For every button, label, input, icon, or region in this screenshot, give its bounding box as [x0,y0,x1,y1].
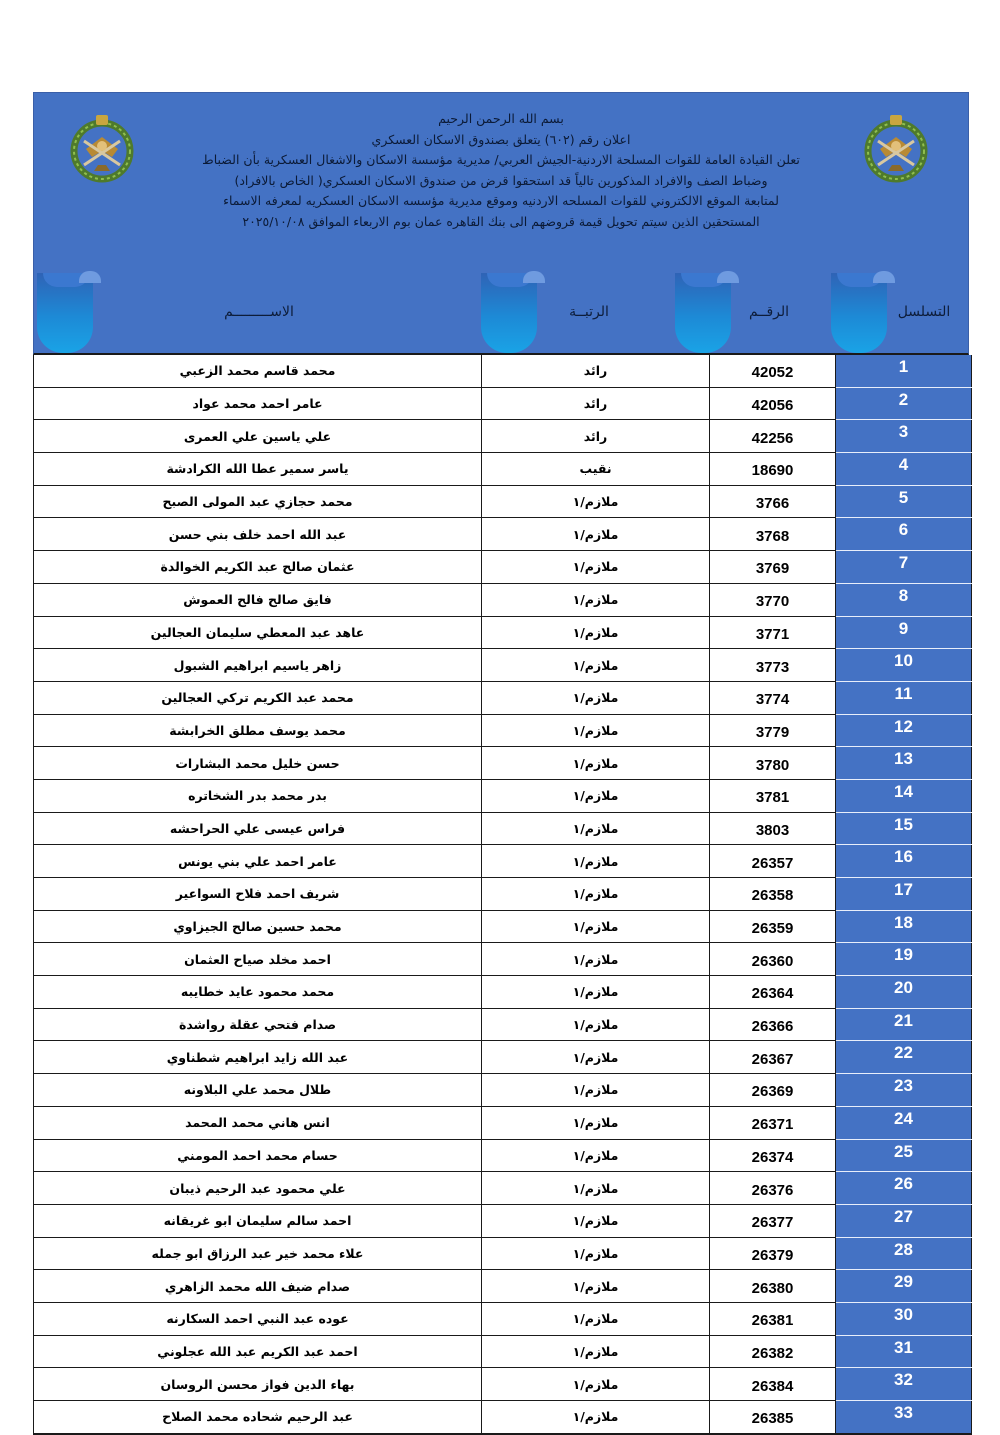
rank-cell: ملازم/١ [482,518,710,551]
name-cell: محمد عبد الكريم تركي العجالين [34,681,482,714]
column-header-band [33,276,969,355]
serial-cell: 31 [836,1335,972,1368]
rank-cell: ملازم/١ [482,1106,710,1139]
rank-cell: ملازم/١ [482,1204,710,1237]
table-row [34,616,972,649]
name-cell: عبد الله احمد خلف بني حسن [34,518,482,551]
name-cell: بدر محمد بدر الشخاتره [34,779,482,812]
table-row [34,649,972,682]
name-cell: فايق صالح فالح العموش [34,583,482,616]
announcement-line: اعلان رقم (٦٠٢) يتعلق بصندوق الاسكان العسكري [371,131,631,147]
serial-cell: 9 [836,616,972,649]
serial-cell: 19 [836,943,972,976]
rank-cell: ملازم/١ [482,1401,710,1434]
military-number-cell: 26371 [710,1106,836,1139]
name-cell: عامر احمد علي بني يونس [34,845,482,878]
military-number-cell: 3766 [710,485,836,518]
military-number-cell: 26369 [710,1074,836,1107]
table-row [34,779,972,812]
serial-cell: 23 [836,1074,972,1107]
serial-cell: 27 [836,1204,972,1237]
military-number-cell: 3768 [710,518,836,551]
rank-cell: ملازم/١ [482,943,710,976]
name-cell: محمد حسين صالح الجيزاوي [34,910,482,943]
serial-cell: 17 [836,878,972,911]
table-row [34,355,972,387]
column-header-rank: الرتبــة [569,304,609,320]
table-row [34,1368,972,1401]
serial-cell: 13 [836,747,972,780]
name-cell: بهاء الدين فواز محسن الروسان [34,1368,482,1401]
announcement-document [33,92,969,1435]
rank-cell: ملازم/١ [482,1139,710,1172]
rank-cell: ملازم/١ [482,878,710,911]
name-cell: علي محمود عبد الرحيم ذيبان [34,1172,482,1205]
table-row [34,387,972,420]
rank-cell: ملازم/١ [482,1335,710,1368]
serial-cell: 24 [836,1106,972,1139]
column-header-name: الاســـــــــم [224,304,294,320]
military-number-cell: 3780 [710,747,836,780]
rank-cell: ملازم/١ [482,485,710,518]
table-row [34,878,972,911]
military-number-cell: 42056 [710,387,836,420]
rank-cell: ملازم/١ [482,1172,710,1205]
rank-cell: ملازم/١ [482,976,710,1009]
announcement-text [144,109,858,232]
name-cell: انس هاني محمد المحمد [34,1106,482,1139]
military-number-cell: 26357 [710,845,836,878]
table-row [34,681,972,714]
military-number-cell: 26374 [710,1139,836,1172]
table-row [34,551,972,584]
table-row [34,976,972,1009]
table-row [34,812,972,845]
military-number-cell: 26385 [710,1401,836,1434]
name-cell: علاء محمد خير عبد الرزاق ابو جمله [34,1237,482,1270]
name-cell: عبد الله زايد ابراهيم شطناوي [34,1041,482,1074]
serial-cell: 3 [836,420,972,453]
rank-cell: ملازم/١ [482,1368,710,1401]
table-row [34,1335,972,1368]
name-cell: زاهر ياسيم ابراهيم الشبول [34,649,482,682]
military-number-cell: 3773 [710,649,836,682]
rank-cell: ملازم/١ [482,747,710,780]
serial-cell: 4 [836,453,972,486]
table-row [34,714,972,747]
military-number-cell: 26366 [710,1008,836,1041]
military-number-cell: 26367 [710,1041,836,1074]
table-row [34,583,972,616]
serial-cell: 1 [836,355,972,387]
name-cell: عثمان صالح عبد الكريم الخوالدة [34,551,482,584]
serial-cell: 5 [836,485,972,518]
rank-cell: ملازم/١ [482,583,710,616]
rank-cell: ملازم/١ [482,551,710,584]
serial-cell: 11 [836,681,972,714]
rank-cell: ملازم/١ [482,649,710,682]
table-row [34,518,972,551]
recipients-table-body [34,355,972,1434]
serial-cell: 33 [836,1401,972,1434]
military-number-cell: 3769 [710,551,836,584]
name-cell: علي ياسين علي العمرى [34,420,482,453]
military-number-cell: 3774 [710,681,836,714]
name-cell: صدام ضيف الله محمد الزاهري [34,1270,482,1303]
table-row [34,747,972,780]
military-number-cell: 26360 [710,943,836,976]
military-number-cell: 26381 [710,1302,836,1335]
military-number-cell: 42052 [710,355,836,387]
header-banner [33,92,969,276]
name-cell: محمد قاسم محمد الزعبي [34,355,482,387]
rank-cell: ملازم/١ [482,714,710,747]
table-row [34,1302,972,1335]
military-number-cell: 26382 [710,1335,836,1368]
rank-cell: ملازم/١ [482,812,710,845]
table-row [34,1139,972,1172]
rank-cell: ملازم/١ [482,616,710,649]
name-cell: حسام محمد احمد المومني [34,1139,482,1172]
name-cell: عوده عبد النبي احمد السكارنه [34,1302,482,1335]
header-tab-decoration [481,273,537,353]
column-header-number: الرقــم [748,304,790,320]
name-cell: عبد الرحيم شحاده محمد الصلاح [34,1401,482,1434]
table-row [34,1074,972,1107]
announcement-line: وضباط الصف والافراد المذكورين تالياً قد استحقوا قرض من صندوق الاسكان العسكري( الخاص بالافراد) [234,172,768,188]
serial-cell: 32 [836,1368,972,1401]
military-number-cell: 3771 [710,616,836,649]
army-crest-icon [860,113,932,183]
name-cell: ياسر سمير عطا الله الكرادشة [34,453,482,486]
table-row [34,1237,972,1270]
serial-cell: 26 [836,1172,972,1205]
rank-cell: رائد [482,355,710,387]
table-row [34,943,972,976]
name-cell: محمد حجازي عبد المولى الصبح [34,485,482,518]
name-cell: محمد محمود عايد خطايبه [34,976,482,1009]
rank-cell: رائد [482,387,710,420]
header-tab-decoration [675,273,731,353]
name-cell: محمد يوسف مطلق الخرابشة [34,714,482,747]
rank-cell: ملازم/١ [482,779,710,812]
column-header-serial: التسلسل [897,304,951,320]
table-row [34,420,972,453]
serial-cell: 6 [836,518,972,551]
serial-cell: 21 [836,1008,972,1041]
military-number-cell: 26380 [710,1270,836,1303]
military-number-cell: 3803 [710,812,836,845]
table-row [34,1106,972,1139]
military-number-cell: 26377 [710,1204,836,1237]
serial-cell: 15 [836,812,972,845]
table-row [34,1172,972,1205]
military-number-cell: 3770 [710,583,836,616]
table-row [34,910,972,943]
rank-cell: ملازم/١ [482,1237,710,1270]
name-cell: طلال محمد علي البلاونه [34,1074,482,1107]
table-row [34,845,972,878]
table-row [34,1041,972,1074]
rank-cell: ملازم/١ [482,1041,710,1074]
rank-cell: ملازم/١ [482,1302,710,1335]
table-row [34,485,972,518]
rank-cell: ملازم/١ [482,1074,710,1107]
rank-cell: ملازم/١ [482,910,710,943]
military-number-cell: 26358 [710,878,836,911]
announcement-line: لمتابعة الموقع الالكتروني للقوات المسلحه الاردنيه وموقع مديرية مؤسسه الاسكان العسكريه لمعرفه الاسماء [223,193,779,208]
military-number-cell: 18690 [710,453,836,486]
rank-cell: ملازم/١ [482,1008,710,1041]
serial-cell: 7 [836,551,972,584]
serial-cell: 14 [836,779,972,812]
military-number-cell: 26379 [710,1237,836,1270]
serial-cell: 28 [836,1237,972,1270]
rank-cell: ملازم/١ [482,1270,710,1303]
serial-cell: 30 [836,1302,972,1335]
military-number-cell: 26364 [710,976,836,1009]
announcement-line: بسم الله الرحمن الرحيم [438,111,564,126]
table-row [34,453,972,486]
serial-cell: 22 [836,1041,972,1074]
name-cell: عاهد عبد المعطي سليمان العجالين [34,616,482,649]
rank-cell: ملازم/١ [482,845,710,878]
name-cell: شريف احمد فلاح السواعير [34,878,482,911]
rank-cell: نقيب [482,453,710,486]
table-row [34,1270,972,1303]
name-cell: حسن خليل محمد البشارات [34,747,482,780]
rank-cell: ملازم/١ [482,681,710,714]
table-row [34,1401,972,1434]
serial-cell: 10 [836,649,972,682]
serial-cell: 20 [836,976,972,1009]
name-cell: احمد عبد الكريم عبد الله عجلوني [34,1335,482,1368]
military-number-cell: 3779 [710,714,836,747]
header-tab-decoration [831,273,887,353]
serial-cell: 2 [836,387,972,420]
announcement-line: المستحقين الذين سيتم تحويل قيمة قروضهم الى بنك القاهره عمان بوم الاربعاء الموافق ٢٠٢٥/١٠/٠٨ [242,213,760,229]
name-cell: عامر احمد محمد عواد [34,387,482,420]
military-number-cell: 26384 [710,1368,836,1401]
table-row [34,1008,972,1041]
recipients-table [33,355,972,1435]
military-number-cell: 26359 [710,910,836,943]
table-row [34,1204,972,1237]
rank-cell: رائد [482,420,710,453]
name-cell: فراس عيسى علي الحراحشه [34,812,482,845]
serial-cell: 29 [836,1270,972,1303]
serial-cell: 25 [836,1139,972,1172]
serial-cell: 8 [836,583,972,616]
military-number-cell: 42256 [710,420,836,453]
serial-cell: 16 [836,845,972,878]
name-cell: احمد مخلد صياح العثمان [34,943,482,976]
announcement-line: تعلن القيادة العامة للقوات المسلحة الاردنية-الجيش العربي/ مديرية مؤسسة الاسكان والاشغال العسكرية بأن الضباط [202,152,800,167]
army-crest-icon [66,113,138,183]
header-tab-decoration [37,273,93,353]
military-number-cell: 3781 [710,779,836,812]
military-number-cell: 26376 [710,1172,836,1205]
serial-cell: 12 [836,714,972,747]
name-cell: صدام فتحي عقلة رواشدة [34,1008,482,1041]
name-cell: احمد سالم سليمان ابو غريقانه [34,1204,482,1237]
serial-cell: 18 [836,910,972,943]
